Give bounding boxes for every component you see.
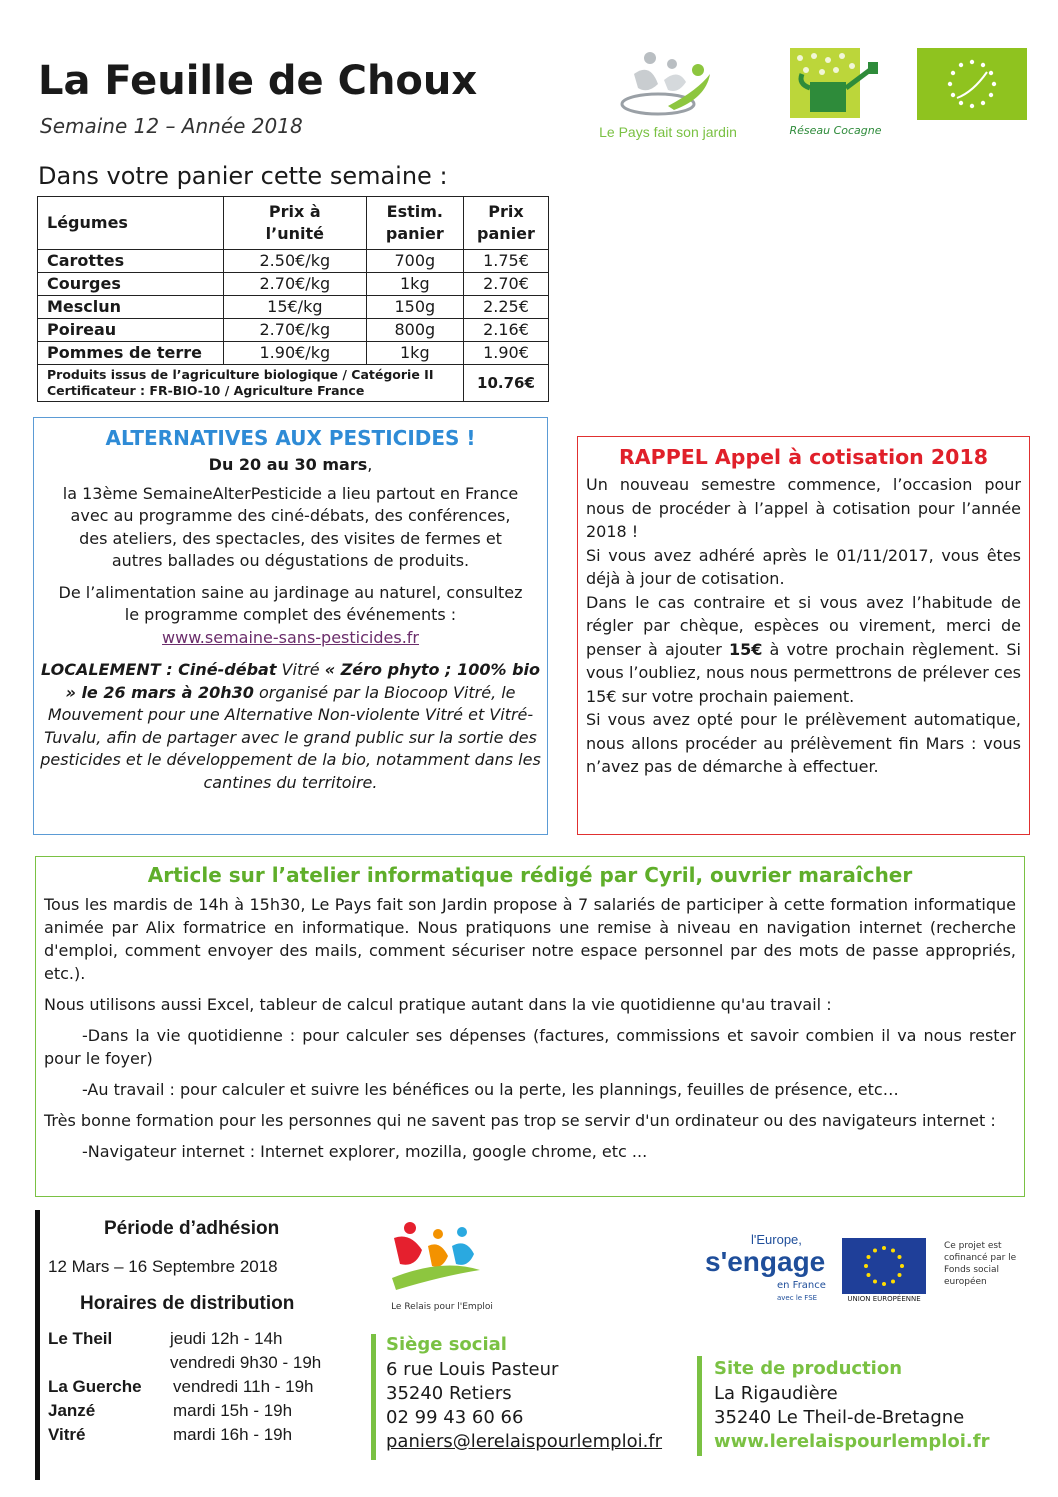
pesticides-intro: la 13ème SemaineAlterPesticide a lieu partout en France avec au programme des ciné-débats, des conférences, des ateliers, des spectacles, des visites de fermes et autres ballades ou dégustations de produits. xyxy=(62,483,519,570)
veg-name: Courges xyxy=(38,273,224,296)
eu-organic-logo xyxy=(917,48,1027,120)
local-event-label: LOCALEMENT : Ciné-débat xyxy=(40,660,277,679)
eu-leaf-stars-icon xyxy=(917,48,1027,120)
watering-can-icon xyxy=(788,48,883,120)
cotisation-p4: Si vous avez opté pour le prélèvement automatique, nous allons procéder au prélèvement fin Mars : vous n’avez pas de démarche à effectuer. xyxy=(586,710,1021,776)
veg-price: 1.75€ xyxy=(463,250,548,273)
distribution-place: Le Theil xyxy=(48,1329,113,1348)
table-row xyxy=(38,250,549,273)
cotisation-p1: Un nouveau semestre commence, l’occasion pour nous de procéder à l’appel à cotisation pour l’année 2018 ! xyxy=(586,475,1021,541)
europe-text-1: l'Europe, xyxy=(751,1232,802,1247)
horaires-title: Horaires de distribution xyxy=(80,1293,295,1314)
periode-dates: 12 Mars – 16 Septembre 2018 xyxy=(48,1257,278,1276)
pesticides-dates: Du 20 au 30 mars xyxy=(208,455,368,474)
site-bar xyxy=(697,1356,702,1456)
site-title: Site de production xyxy=(714,1358,903,1379)
relais-logo-text: Le Relais pour l'Emploi xyxy=(391,1302,493,1312)
local-event-city: Vitré xyxy=(276,660,325,679)
cotisation-p3 xyxy=(586,591,1021,709)
table-footer-row xyxy=(38,365,549,402)
pesticides-dates-line xyxy=(40,454,541,477)
distribution-place: Vitré xyxy=(48,1425,86,1444)
col-header-unit-price: Prix à l’unité xyxy=(224,197,367,250)
article-p2: Nous utilisons aussi Excel, tableur de calcul pratique autant dans la vie quotidienne qu'au travail : xyxy=(44,995,832,1014)
site-line: 35240 Le Theil-de-Bretagne xyxy=(714,1407,965,1428)
pays-logo-text: Le Pays fait son jardin xyxy=(599,124,737,140)
siege-email-link[interactable]: paniers@lerelaispourlemploi.fr xyxy=(386,1431,663,1452)
article-box xyxy=(35,856,1025,1197)
week-subtitle: Semaine 12 – Année 2018 xyxy=(40,114,303,138)
relais-people-icon xyxy=(372,1220,512,1302)
article-p1: Tous les mardis de 14h à 15h30, Le Pays fait son Jardin propose à 7 salariés de participer à cette formation informatique animée par Alix formatrice en informatique. Nous pratiquons une remise à niveau en navigation internet (recherche d'emploi, comment envoyer des mails, comment sécuriser notre espace personnel par des mots de passe appropriés, etc.). xyxy=(44,895,1016,983)
reseau-cocagne-logo xyxy=(788,48,883,143)
cocagne-logo-text: Réseau Cocagne xyxy=(789,124,882,137)
article-p5: Très bonne formation pour les personnes qui ne savent pas trop se servir d'un ordinateur ou des navigateurs internet : xyxy=(44,1111,996,1130)
table-row xyxy=(38,342,549,365)
fse-note: Ce projet est cofinancé par le Fonds social européen xyxy=(944,1241,1017,1287)
siege-phone: 02 99 43 60 66 xyxy=(386,1407,524,1428)
site-website-link[interactable]: www.lerelaispourlemploi.fr xyxy=(714,1431,990,1452)
article-p6: -Navigateur internet : Internet explorer, mozilla, google chrome, etc ... xyxy=(82,1142,648,1161)
horaires-list xyxy=(48,1327,368,1447)
veg-name: Carottes xyxy=(38,250,224,273)
table-row xyxy=(38,273,549,296)
relais-logo xyxy=(372,1220,512,1320)
veg-unit-price: 1.90€/kg xyxy=(224,342,367,365)
veg-estim: 150g xyxy=(366,296,463,319)
certification-note xyxy=(38,365,464,402)
local-event-details: organisé par la Biocoop Vitré, le Mouvement pour une Alternative Non-violente Vitré et Vitré-Tuvalu, afin de partager avec le grand public sur la sortie des pesticides et le développement de la bio, notamment dans les cantines du territoire. xyxy=(40,682,541,792)
pesticides-website-link[interactable]: www.semaine-sans-pesticides.fr xyxy=(162,627,419,647)
list-item xyxy=(48,1327,368,1351)
veg-price: 2.25€ xyxy=(463,296,548,319)
basket-total: 10.76€ xyxy=(463,365,548,402)
cotisation-p3-b: à votre prochain règlement. Si vous l’oubliez, nous nous permettrons de prélever ces 15€ sur votre prochain paiement. xyxy=(586,639,1021,706)
veg-name: Poireau xyxy=(38,319,224,342)
siege-line: 6 rue Louis Pasteur xyxy=(386,1359,559,1380)
site-address xyxy=(714,1382,989,1454)
newsletter-title: La Feuille de Choux xyxy=(38,58,478,104)
col-header-price: Prix panier xyxy=(463,197,548,250)
pays-fait-son-jardin-logo xyxy=(588,44,748,144)
veg-estim: 1kg xyxy=(366,273,463,296)
pesticides-title: ALTERNATIVES AUX PESTICIDES ! xyxy=(105,426,476,450)
cotisation-box xyxy=(577,436,1030,835)
veg-estim: 1kg xyxy=(366,342,463,365)
siege-title: Siège social xyxy=(386,1334,507,1355)
veg-name: Pommes de terre xyxy=(38,342,224,365)
footer-left-bar xyxy=(35,1210,40,1480)
pays-logo-icon xyxy=(588,44,748,124)
veg-price: 2.16€ xyxy=(463,319,548,342)
veg-unit-price: 2.50€/kg xyxy=(224,250,367,273)
europe-engage-logo xyxy=(705,1232,833,1310)
veg-unit-price: 2.70€/kg xyxy=(224,273,367,296)
pesticides-link-line xyxy=(40,627,541,650)
table-row xyxy=(38,319,549,342)
cotisation-amount: 15€ xyxy=(728,639,763,659)
basket-table xyxy=(37,196,549,402)
table-header-row xyxy=(38,197,549,250)
pesticides-dates-comma: , xyxy=(367,455,373,474)
local-event-film: « Zéro phyto ; 100% bio » le 26 mars à 20h30 xyxy=(65,660,540,702)
europe-text-2: s'engage xyxy=(705,1246,826,1277)
list-item xyxy=(48,1423,368,1447)
distribution-time: mardi 16h - 19h xyxy=(173,1425,293,1444)
veg-price: 2.70€ xyxy=(463,273,548,296)
veg-estim: 800g xyxy=(366,319,463,342)
veg-price: 1.90€ xyxy=(463,342,548,365)
siege-bar xyxy=(371,1334,376,1460)
pesticides-box xyxy=(33,417,548,835)
distribution-place: La Guerche xyxy=(48,1377,142,1396)
periode-title: Période d’adhésion xyxy=(104,1218,280,1239)
table-row xyxy=(38,296,549,319)
pesticides-local-event xyxy=(40,659,541,794)
site-line: La Rigaudière xyxy=(714,1383,838,1404)
list-item xyxy=(48,1375,368,1399)
basket-heading: Dans votre panier cette semaine : xyxy=(38,162,448,190)
cotisation-title: RAPPEL Appel à cotisation 2018 xyxy=(619,445,988,469)
col-header-estim: Estim. panier xyxy=(366,197,463,250)
distribution-place: Janzé xyxy=(48,1401,96,1420)
certification-line-2: Certificateur : FR-BIO-10 / Agriculture France xyxy=(47,383,365,398)
distribution-time: mardi 15h - 19h xyxy=(173,1401,293,1420)
cotisation-p2: Si vous avez adhéré après le 01/11/2017, vous êtes déjà à jour de cotisation. xyxy=(586,545,1021,588)
list-item xyxy=(48,1399,368,1423)
article-p4: -Au travail : pour calculer et suivre les bénéfices ou la perte, les plannings, feuilles de présence, etc… xyxy=(82,1080,899,1099)
ue-text: UNION EUROPÉENNE xyxy=(847,1295,921,1303)
article-title: Article sur l’atelier informatique rédigé par Cyril, ouvrier maraîcher xyxy=(147,863,913,887)
veg-unit-price: 15€/kg xyxy=(224,296,367,319)
veg-unit-price: 2.70€/kg xyxy=(224,319,367,342)
pesticides-program: De l’alimentation saine au jardinage au naturel, consultez le programme complet des événements : xyxy=(58,582,523,624)
distribution-time: jeudi 12h - 14h xyxy=(170,1329,283,1348)
certification-line-1: Produits issus de l’agriculture biologique / Catégorie II xyxy=(47,367,434,382)
eu-flag-logo xyxy=(842,1238,926,1302)
distribution-time: vendredi 11h - 19h xyxy=(173,1377,314,1396)
list-item xyxy=(48,1351,368,1375)
veg-name: Mesclun xyxy=(38,296,224,319)
article-p3: -Dans la vie quotidienne : pour calculer ses dépenses (factures, commissions et savoir combien il va nous rester pour le foyer) xyxy=(44,1026,1016,1068)
col-header-legumes: Légumes xyxy=(38,197,224,250)
cotisation-p3-a: Dans le cas contraire et si vous avez l’habitude de régler par chèque, espèces ou virement, merci de penser à ajouter xyxy=(586,592,1021,659)
veg-estim: 700g xyxy=(366,250,463,273)
europe-text-4: avec le FSE xyxy=(777,1294,818,1302)
distribution-time: vendredi 9h30 - 19h xyxy=(170,1353,322,1372)
eu-flag-icon xyxy=(842,1238,926,1294)
europe-text-3: en France xyxy=(777,1280,826,1291)
siege-address xyxy=(386,1358,662,1454)
siege-line: 35240 Retiers xyxy=(386,1383,512,1404)
